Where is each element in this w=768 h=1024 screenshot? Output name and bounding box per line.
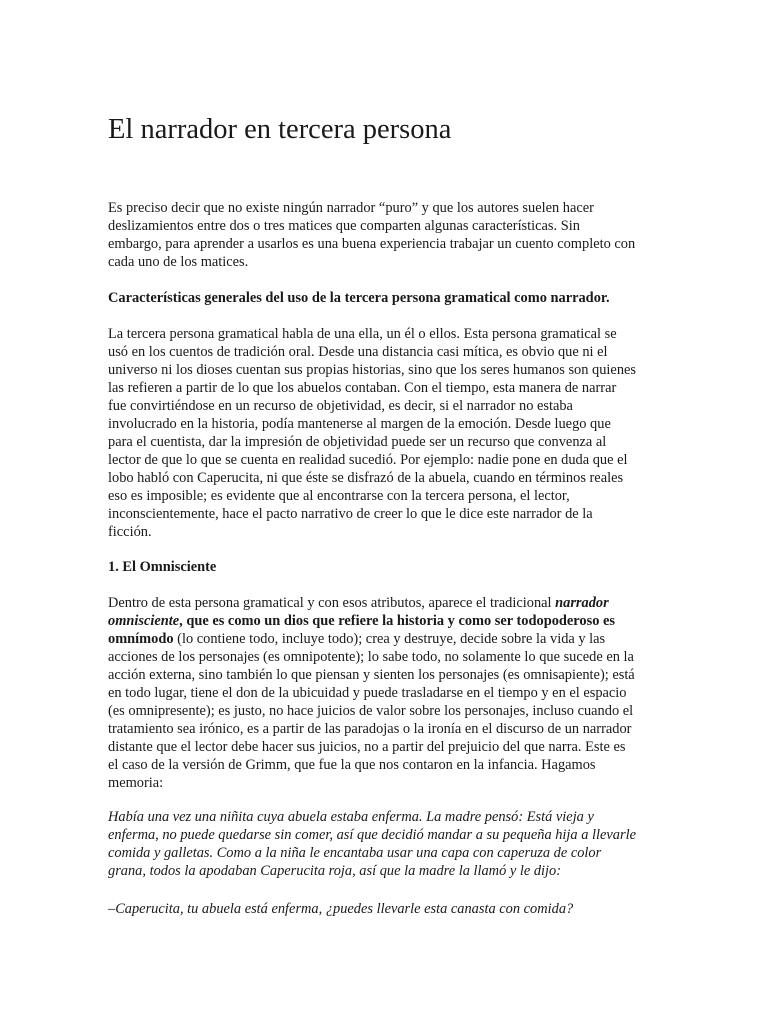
- text-line: deslizamientos entre dos o tres matices que comparten algunas características. Sin: [108, 218, 580, 234]
- text-line: inconscientemente, hace el pacto narrativo de creer lo que le dice este narrador de la: [108, 506, 593, 522]
- text-line: tratamiento sea irónico, es a partir de las paradojas o la ironía en el discurso de un narrador: [108, 721, 632, 737]
- text-line: lector de que lo que se cuenta en realidad sucedió. Por ejemplo: nadie pone en duda que el: [108, 452, 628, 468]
- document-title: El narrador en tercera persona: [108, 114, 452, 145]
- text-line: Había una vez una niñita cuya abuela estaba enferma. La madre pensó: Está vieja y: [108, 809, 594, 825]
- text-line: usó en los cuentos de tradición oral. Desde una distancia casi mítica, es obvio que ni el: [108, 344, 608, 360]
- emphasis-run: narrador: [555, 595, 609, 611]
- story-dialogue: –Caperucita, tu abuela está enferma, ¿puedes llevarle esta canasta con comida?: [108, 901, 574, 917]
- text-line: ficción.: [108, 524, 152, 540]
- text-line: el caso de la versión de Grimm, que fue la que nos contaron en la infancia. Hagamos: [108, 757, 596, 773]
- text-line: acción externa, sino también lo que piensan y sienten los personajes (es omnisapiente); está: [108, 667, 635, 683]
- text-line: (es omnipresente); es justo, no hace juicios de valor sobre los personajes, incluso cuando el: [108, 703, 634, 719]
- text-line: Es preciso decir que no existe ningún narrador “puro” y que los autores suelen hacer: [108, 200, 594, 216]
- bold-run: , que es como un dios que refiere la historia y como ser todopoderoso es: [179, 613, 615, 629]
- story-excerpt: [108, 808, 664, 880]
- text-line: [108, 612, 664, 630]
- text-line: acciones de los personajes (es omnipotente); lo sabe todo, no solamente lo que sucede en la: [108, 649, 634, 665]
- text-line: las refieren a partir de lo que los abuelos contaban. Con el tiempo, esta manera de narrar: [108, 380, 617, 396]
- text-line: distante que el lector debe hacer sus juicios, no a partir del prejuicio del que narra. Este es: [108, 739, 626, 755]
- text-run: Dentro de esta persona gramatical y con esos atributos, aparece el tradicional: [108, 595, 556, 611]
- intro-paragraph: [108, 199, 664, 271]
- text-line: eso es imposible; es evidente que al encontrarse con la tercera persona, el lector,: [108, 488, 570, 504]
- text-line: para el cuentista, dar la impresión de objetividad puede ser un recurso que convenza al: [108, 434, 607, 450]
- text-line: universo ni los dioses cuentan sus propias historias, sino que los seres humanos son quienes: [108, 362, 636, 378]
- subheading-omniscient: 1. El Omnisciente: [108, 559, 217, 575]
- general-paragraph: [108, 325, 664, 541]
- bold-run: omnímodo: [108, 631, 174, 647]
- text-line: comida y galletas. Como a la niña le encantaba usar una capa con caperuza de color: [108, 845, 602, 861]
- text-line: La tercera persona gramatical habla de una ella, un él o ellos. Esta persona gramatical se: [108, 326, 617, 342]
- omniscient-paragraph: [108, 594, 664, 792]
- text-line: fue convirtiéndose en un recurso de objetividad, es decir, si el narrador no estaba: [108, 398, 573, 414]
- text-line: embargo, para aprender a usarlos es una buena experiencia trabajar un cuento completo con: [108, 236, 636, 252]
- text-line: grana, todos la apodaban Caperucita roja, así que la madre la llamó y le dijo:: [108, 863, 562, 879]
- text-line: cada uno de los matices.: [108, 254, 249, 270]
- text-line: [108, 594, 664, 612]
- text-line: lobo habló con Caperucita, ni que éste se disfrazó de la abuela, cuando en términos reales: [108, 470, 624, 486]
- text-line: [108, 630, 664, 648]
- text-line: en todo lugar, tiene el don de la ubicuidad y puede trasladarse en el tiempo y en el espacio: [108, 685, 627, 701]
- text-run: (lo contiene todo, incluye todo); crea y destruye, decide sobre la vida y las: [173, 631, 606, 647]
- text-line: involucrado en la historia, podía mantenerse al margen de la emoción. Desde luego que: [108, 416, 611, 432]
- text-line: enferma, no puede quedarse sin comer, así que decidió mandar a su pequeña hija a llevarle: [108, 827, 636, 843]
- text-line: memoria:: [108, 775, 164, 791]
- emphasis-run: omnisciente: [108, 613, 180, 629]
- section-heading: Características generales del uso de la tercera persona gramatical como narrador.: [108, 290, 610, 306]
